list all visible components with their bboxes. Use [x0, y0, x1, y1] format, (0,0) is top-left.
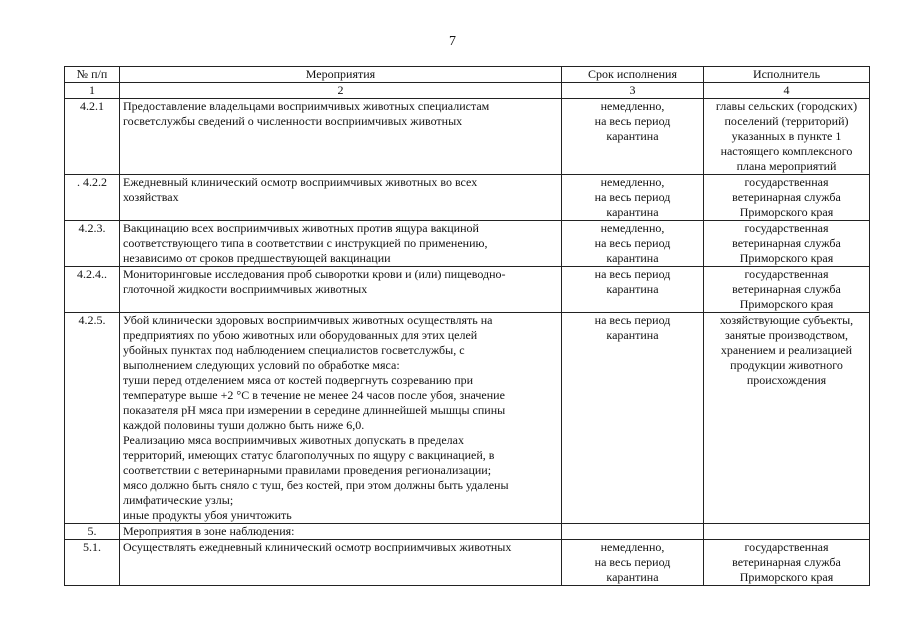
table-row	[65, 267, 870, 313]
executor-cell	[704, 524, 870, 540]
activity-line: хозяйствах	[123, 190, 179, 204]
executor-line: государственная	[744, 221, 829, 235]
header-activities: Мероприятия	[120, 67, 562, 83]
executor-line: ветеринарная служба	[732, 190, 841, 204]
table-body	[65, 99, 870, 586]
term-line: немедленно,	[600, 540, 665, 554]
activity-line: предприятиях по убою животных или оборудованных для этих целей	[123, 328, 478, 342]
activity-line: Вакцинацию всех восприимчивых животных против ящура вакциной	[123, 221, 479, 235]
term-line: на весь период	[594, 313, 671, 327]
executor-line: главы сельских (городских)	[715, 99, 858, 113]
activities-table	[64, 66, 870, 586]
term-line: на весь период	[594, 190, 671, 204]
activity-line: Ежедневный клинический осмотр восприимчивых животных во всех	[123, 175, 478, 189]
activity-line: соответствующего типа в соответствии с инструкцией по применению,	[123, 236, 488, 250]
term-cell	[562, 540, 704, 586]
activity-line: глоточной жидкости восприимчивых животных	[123, 282, 368, 296]
table-row	[65, 175, 870, 221]
activity-line: выполнением следующих условий по обработке мяса:	[123, 358, 400, 372]
executor-cell	[704, 221, 870, 267]
term-cell	[562, 313, 704, 524]
column-number: 1	[65, 83, 120, 99]
activity-line: Реализацию мяса восприимчивых животных допускать в пределах	[123, 433, 464, 447]
term-line: карантина	[606, 129, 659, 143]
executor-cell	[704, 175, 870, 221]
table-row	[65, 313, 870, 524]
activity-line: показателя pH мяса при измерении в середине длиннейшей мышцы спины	[123, 403, 506, 417]
executor-line: занятые производством,	[724, 328, 849, 342]
activity-line: госветслужбы сведений о численности восприимчивых животных	[123, 114, 463, 128]
executor-cell	[704, 540, 870, 586]
executor-line: Приморского края	[739, 570, 834, 584]
header-executor: Исполнитель	[704, 67, 870, 83]
term-cell	[562, 99, 704, 175]
executor-line: ветеринарная служба	[732, 282, 841, 296]
activity-line: Мероприятия в зоне наблюдения:	[123, 524, 295, 538]
term-cell	[562, 524, 704, 540]
header-row	[65, 67, 870, 83]
executor-line: происхождения	[746, 373, 827, 387]
activity-line: температуре выше +2 °С в течение не менее 24 часов после убоя, значение	[123, 388, 505, 402]
header-number: № п/п	[65, 67, 120, 83]
term-line: карантина	[606, 328, 659, 342]
activity-line: иные продукты убоя уничтожить	[123, 508, 292, 522]
activity-line: соответствии с ветеринарными правилами проведения регионализации;	[123, 463, 492, 477]
row-number: 4.2.1	[65, 99, 120, 175]
activity-cell	[120, 99, 562, 175]
header-term: Срок исполнения	[562, 67, 704, 83]
activity-line: независимо от сроков предшествующей вакцинации	[123, 251, 391, 265]
activity-line: территорий, имеющих статус благополучных по ящуру с вакцинацией, в	[123, 448, 495, 462]
activity-line: лимфатические узлы;	[123, 493, 234, 507]
executor-line: государственная	[744, 267, 829, 281]
column-number: 3	[562, 83, 704, 99]
table-row	[65, 524, 870, 540]
activity-cell	[120, 313, 562, 524]
row-number: . 4.2.2	[65, 175, 120, 221]
executor-line: указанных в пункте 1	[731, 129, 842, 143]
term-cell	[562, 267, 704, 313]
term-line: немедленно,	[600, 99, 665, 113]
row-number: 5.1.	[65, 540, 120, 586]
table-row	[65, 99, 870, 175]
term-line: карантина	[606, 570, 659, 584]
column-number: 2	[120, 83, 562, 99]
table-row	[65, 540, 870, 586]
activity-line: туши перед отделением мяса от костей подвергнуть созреванию при	[123, 373, 474, 387]
term-cell	[562, 175, 704, 221]
term-line: на весь период	[594, 555, 671, 569]
activity-cell	[120, 267, 562, 313]
page-number: 7	[449, 34, 456, 49]
executor-line: Приморского края	[739, 297, 834, 311]
executor-line: ветеринарная служба	[732, 236, 841, 250]
term-line: на весь период	[594, 267, 671, 281]
activity-cell	[120, 175, 562, 221]
table-row	[65, 221, 870, 267]
column-number: 4	[704, 83, 870, 99]
row-number: 4.2.4..	[65, 267, 120, 313]
executor-line: поселений (территорий)	[724, 114, 849, 128]
activity-line: Убой клинически здоровых восприимчивых животных осуществлять на	[123, 313, 493, 327]
executor-line: ветеринарная служба	[732, 555, 841, 569]
executor-line: хозяйствующие субъекты,	[719, 313, 854, 327]
executor-cell	[704, 267, 870, 313]
row-number: 5.	[65, 524, 120, 540]
executor-cell	[704, 313, 870, 524]
term-line: немедленно,	[600, 221, 665, 235]
executor-line: государственная	[744, 540, 829, 554]
executor-line: хранением и реализацией	[720, 343, 853, 357]
executor-line: Приморского края	[739, 251, 834, 265]
row-number: 4.2.3.	[65, 221, 120, 267]
executor-line: продукции животного	[730, 358, 843, 372]
term-line: карантина	[606, 205, 659, 219]
activity-line: Предоставление владельцами восприимчивых животных специалистам	[123, 99, 490, 113]
activity-line: Мониторинговые исследования проб сыворотки крови и (или) пищеводно-	[123, 267, 506, 281]
executor-line: настоящего комплексного	[720, 144, 853, 158]
row-number: 4.2.5.	[65, 313, 120, 524]
term-cell	[562, 221, 704, 267]
activity-line: убойных пунктах под наблюдением специалистов госветслужбы, с	[123, 343, 465, 357]
column-number-row	[65, 83, 870, 99]
activity-line: каждой половины туши должно быть ниже 6,0.	[123, 418, 365, 432]
activity-line: Осуществлять ежедневный клинический осмотр восприимчивых животных	[123, 540, 512, 554]
term-line: карантина	[606, 282, 659, 296]
term-line: на весь период	[594, 236, 671, 250]
activity-cell	[120, 524, 562, 540]
executor-line: государственная	[744, 175, 829, 189]
activity-cell	[120, 221, 562, 267]
term-line: карантина	[606, 251, 659, 265]
executor-line: Приморского края	[739, 205, 834, 219]
term-line: немедленно,	[600, 175, 665, 189]
activity-cell	[120, 540, 562, 586]
activity-line: мясо должно быть сняло с туш, без костей, при этом должны быть удалены	[123, 478, 509, 492]
executor-line: плана мероприятий	[736, 159, 837, 173]
term-line: на весь период	[594, 114, 671, 128]
executor-cell	[704, 99, 870, 175]
